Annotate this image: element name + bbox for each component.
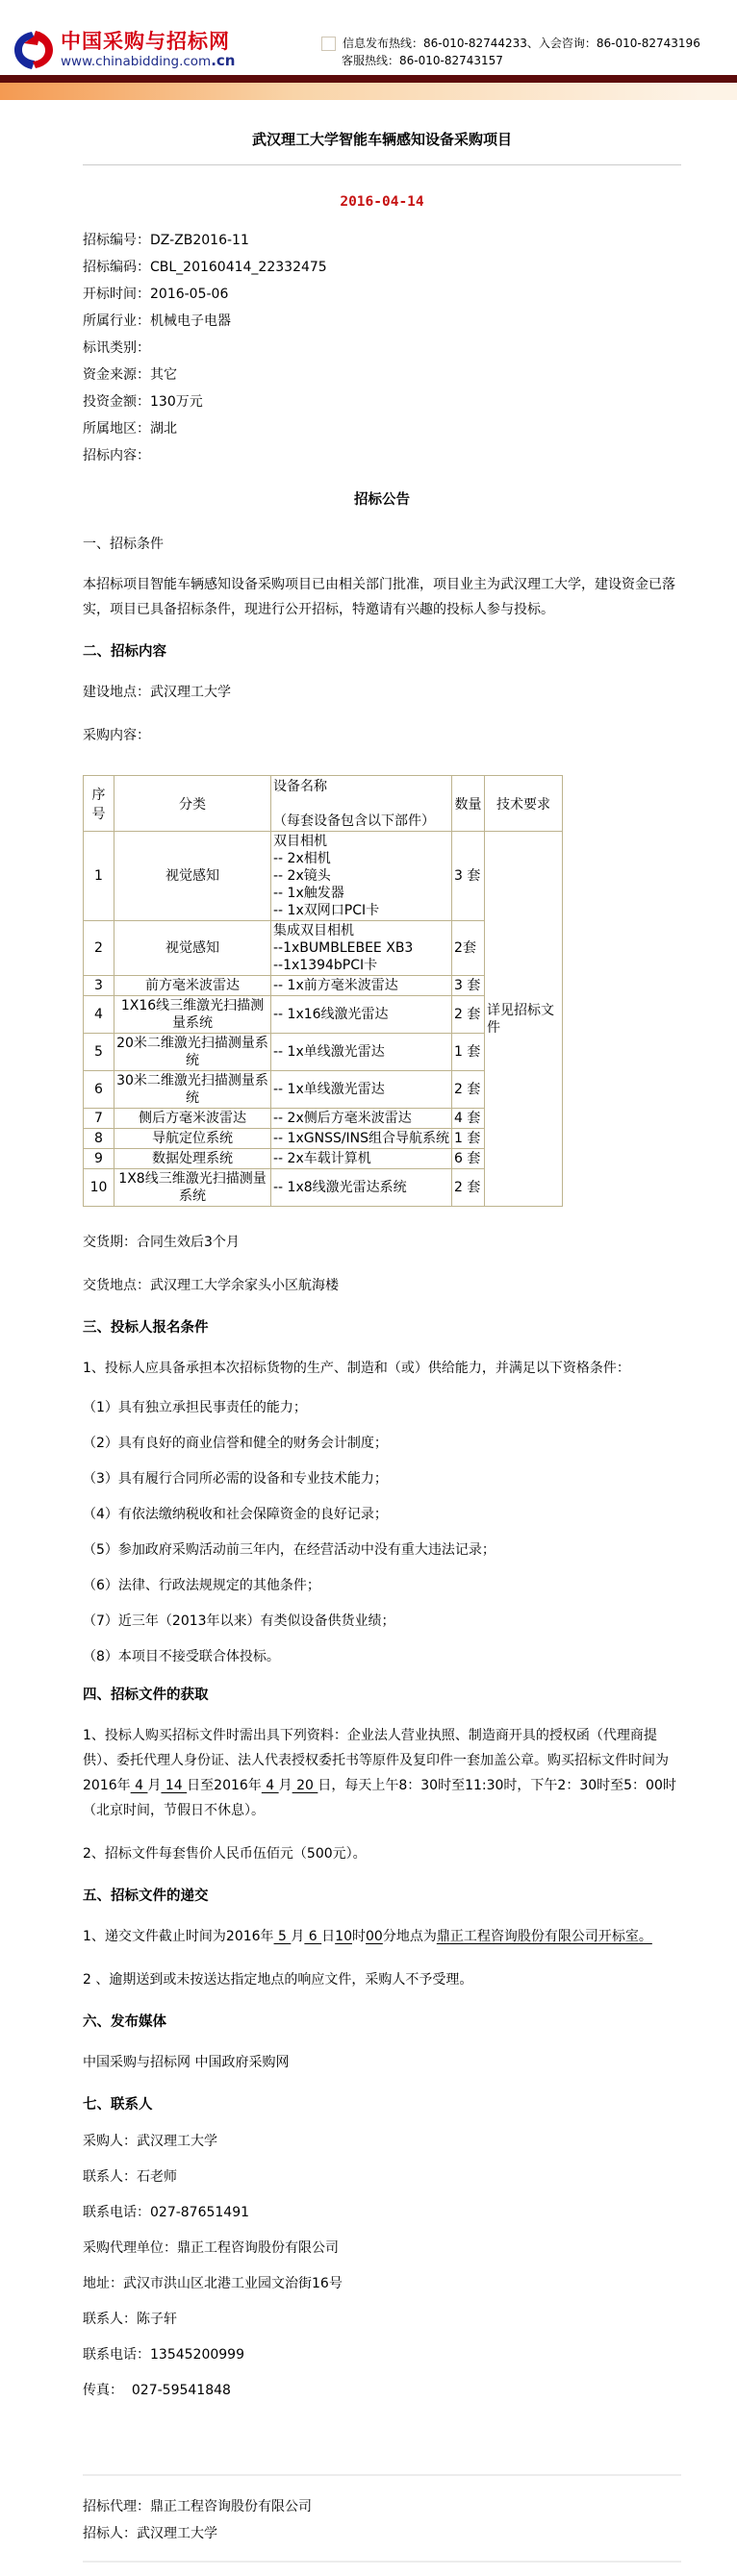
underlined-text: 4 <box>261 1778 279 1793</box>
meta-field: 招标内容： <box>83 448 150 463</box>
cell-device <box>271 1034 452 1071</box>
header-row <box>84 776 563 832</box>
qualification-item: （2）具有良好的商业信誉和健全的财务会计制度； <box>83 1436 388 1451</box>
bullet-box-icon <box>321 37 336 51</box>
text-run: 日 <box>321 1929 336 1944</box>
contact-line: 采购代理单位：鼎正工程咨询股份有限公司 <box>83 2240 339 2256</box>
cell-category: 导航定位系统 <box>114 1129 271 1149</box>
cell-no: 7 <box>84 1109 114 1129</box>
cell-device <box>271 832 452 921</box>
section1-body: 本招标项目智能车辆感知设备采购项目已由相关部门批准，项目业主为武汉理工大学，建设资金已落实，项目已具备招标条件，现进行公开招标，特邀请有兴趣的投标人参与投标。 <box>83 577 675 617</box>
cell-no: 9 <box>84 1149 114 1169</box>
col-header-device <box>271 776 452 832</box>
text-run: 月 <box>291 1929 305 1944</box>
meta-field: 投资金额：130万元 <box>83 394 203 410</box>
device-line: 集成双目相机 <box>273 923 354 938</box>
footer-tenderee: 招标人：武汉理工大学 <box>83 2526 217 2541</box>
cell-device <box>271 976 452 996</box>
hotline-row-2 <box>321 53 700 70</box>
device-line: -- 2x相机 <box>273 851 331 866</box>
cell-device <box>271 1109 452 1129</box>
underlined-text: 10 <box>335 1929 352 1944</box>
footer-agent: 招标代理：鼎正工程咨询股份有限公司 <box>83 2499 312 2514</box>
service-hotline: 客服热线：86-010-82743157 <box>342 53 503 67</box>
hotline-row-1 <box>321 36 700 53</box>
build-location: 建设地点：武汉理工大学 <box>83 685 231 700</box>
cell-category: 数据处理系统 <box>114 1149 271 1169</box>
orange-gradient-bar <box>0 83 737 100</box>
cell-no: 4 <box>84 996 114 1034</box>
section4-heading: 四、招标文件的获取 <box>83 1688 209 1703</box>
cell-device <box>271 996 452 1034</box>
logo-url <box>61 53 235 69</box>
section3-intro: 1、投标人应具备承担本次招标货物的生产、制造和（或）供给能力，并满足以下资格条件： <box>83 1361 630 1376</box>
section4-item1 <box>83 1723 681 1823</box>
qualification-item: （4）有依法缴纳税收和社会保障资金的良好记录； <box>83 1507 388 1522</box>
qualification-item: （7）近三年（2013年以来）有类似设备供货业绩； <box>83 1613 395 1629</box>
text-run: 日至2016年 <box>187 1778 262 1793</box>
cell-no: 1 <box>84 832 114 921</box>
meta-fields <box>83 233 681 463</box>
cell-category: 20米二维激光扫描测量系统 <box>114 1034 271 1071</box>
qualification-item: （8）本项目不接受联合体投标。 <box>83 1649 280 1664</box>
contact-line: 联系人：陈子轩 <box>83 2312 177 2327</box>
cell-no: 6 <box>84 1071 114 1109</box>
logo-url-suffix: .cn <box>211 52 236 69</box>
cell-qty: 6 套 <box>452 1149 485 1169</box>
logo-title: 中国采购与招标网 <box>61 30 230 53</box>
equipment-table-body <box>84 832 563 1207</box>
text-run: 时 <box>352 1929 366 1944</box>
col-header-device-line2: （每套设备包含以下部件） <box>273 813 435 829</box>
cell-device <box>271 1149 452 1169</box>
cell-device <box>271 1071 452 1109</box>
device-line: -- 1xGNSS/INS组合导航系统 <box>273 1131 450 1146</box>
device-line: -- 1x前方毫米波雷达 <box>273 978 398 993</box>
cell-qty: 4 套 <box>452 1109 485 1129</box>
section7-heading: 七、联系人 <box>83 2097 153 2113</box>
qualification-item: （3）具有履行合同所必需的设备和专业技术能力； <box>83 1471 388 1487</box>
cell-no: 8 <box>84 1129 114 1149</box>
publish-date: 2016-04-14 <box>340 194 424 210</box>
footer <box>83 2474 681 2563</box>
cell-qty: 1 套 <box>452 1034 485 1071</box>
text-run: 1、递交文件截止时间为2016年 <box>83 1929 274 1944</box>
device-line: -- 1x单线激光雷达 <box>273 1082 385 1097</box>
meta-field: 资金来源：其它 <box>83 367 177 383</box>
cell-device <box>271 921 452 976</box>
cell-qty: 2 套 <box>452 1169 485 1207</box>
cell-category: 视觉感知 <box>114 921 271 976</box>
table-row <box>84 832 563 921</box>
col-header-category: 分类 <box>114 776 271 832</box>
hotlines <box>321 36 700 69</box>
section4-item2: 2、招标文件每套售价人民币伍佰元（500元）。 <box>83 1846 367 1862</box>
cell-tech-note: 详见招标文件 <box>485 832 563 1207</box>
meta-field: 标讯类别： <box>83 340 150 356</box>
contact-list <box>83 2133 681 2399</box>
cell-qty: 2 套 <box>452 1071 485 1109</box>
cell-no: 5 <box>84 1034 114 1071</box>
device-line: --1xBUMBLEBEE XB3 <box>273 940 414 956</box>
section5-item1 <box>83 1924 681 1949</box>
device-line: -- 1x双网口PCI卡 <box>273 903 380 918</box>
col-header-qty: 数量 <box>452 776 485 832</box>
cell-no: 3 <box>84 976 114 996</box>
equipment-table <box>83 775 563 1207</box>
qualification-item: （5）参加政府采购活动前三年内，在经营活动中没有重大违法记录； <box>83 1542 496 1558</box>
device-line: -- 1x8线激光雷达系统 <box>273 1180 407 1195</box>
maroon-bar <box>0 75 737 83</box>
contact-line: 地址：武汉市洪山区北港工业园文治街16号 <box>83 2276 343 2291</box>
title-divider <box>83 164 681 165</box>
cell-category: 视觉感知 <box>114 832 271 921</box>
site-header <box>0 0 737 75</box>
text-run: 分地点为 <box>382 1929 437 1944</box>
cell-qty: 3 套 <box>452 976 485 996</box>
info-hotline: 信息发布热线：86-010-82744233、入会咨询：86-010-82743196 <box>343 37 700 50</box>
site-logo[interactable] <box>12 29 235 71</box>
text-run: 日，每天上午8：30时至11:30时，下午2：30时至5：00时（北京时间，节假日不休息）。 <box>83 1778 676 1818</box>
device-line: -- 1x触发器 <box>273 886 344 901</box>
logo-icon <box>12 29 56 71</box>
cell-qty: 1 套 <box>452 1129 485 1149</box>
text-run: 1、投标人购买招标文件时需出具下列资料：企业法人营业执照、制造商开具的授权函（代理商提供）、委托代理人身份证、法人代表授权委托书等原件及复印件一套加盖公章。购买招标文件时间为2016年 <box>83 1728 669 1793</box>
qualification-item: （6）法律、行政法规规定的其他条件； <box>83 1578 320 1593</box>
contact-line: 联系人：石老师 <box>83 2169 177 2185</box>
cell-category: 1X8线三维激光扫描测量系统 <box>114 1169 271 1207</box>
underlined-text: 14 <box>161 1778 188 1793</box>
article <box>0 100 737 2576</box>
equipment-table-head <box>84 776 563 832</box>
qualification-item: （1）具有独立承担民事责任的能力； <box>83 1400 307 1415</box>
cell-category: 侧后方毫米波雷达 <box>114 1109 271 1129</box>
footer-divider-bottom <box>83 2561 681 2563</box>
underlined-text: 20 <box>292 1778 318 1793</box>
contact-line: 采购人：武汉理工大学 <box>83 2134 217 2149</box>
footer-divider-top <box>83 2474 681 2476</box>
device-line: --1x1394bPCI卡 <box>273 958 378 973</box>
publish-media: 中国采购与招标网 中国政府采购网 <box>83 2055 290 2070</box>
text-run: 月 <box>147 1778 162 1793</box>
delivery-period: 交货期：合同生效后3个月 <box>83 1235 240 1250</box>
cell-category: 30米二维激光扫描测量系统 <box>114 1071 271 1109</box>
device-line: -- 2x镜头 <box>273 868 331 884</box>
section3-heading: 三、投标人报名条件 <box>83 1320 209 1336</box>
cell-category: 前方毫米波雷达 <box>114 976 271 996</box>
section5-heading: 五、招标文件的递交 <box>83 1888 209 1904</box>
cell-device <box>271 1129 452 1149</box>
meta-field: 招标编号：DZ-ZB2016-11 <box>83 233 249 248</box>
cell-device <box>271 1169 452 1207</box>
meta-field: 所属地区：湖北 <box>83 421 177 437</box>
text-run: 月 <box>278 1778 292 1793</box>
underlined-text: 6 <box>304 1929 322 1944</box>
underlined-text: 5 <box>273 1929 292 1944</box>
contact-line: 传真： 027-59541848 <box>83 2383 231 2398</box>
contact-line: 联系电话：13545200999 <box>83 2347 244 2363</box>
delivery-place: 交货地点：武汉理工大学余家头小区航海楼 <box>83 1278 339 1293</box>
cell-no: 10 <box>84 1169 114 1207</box>
underlined-text: 鼎正工程咨询股份有限公司开标室。 <box>436 1929 652 1944</box>
device-line: -- 1x单线激光雷达 <box>273 1044 385 1060</box>
device-line: 双目相机 <box>273 834 327 849</box>
device-line: -- 1x16线激光雷达 <box>273 1007 389 1022</box>
meta-field: 开标时间：2016-05-06 <box>83 287 229 302</box>
section2-heading: 二、招标内容 <box>83 644 166 660</box>
col-header-no: 序号 <box>84 776 114 832</box>
col-header-tech: 技术要求 <box>485 776 563 832</box>
cell-qty: 3 套 <box>452 832 485 921</box>
device-line: -- 2x车载计算机 <box>273 1151 371 1166</box>
cell-qty: 2 套 <box>452 996 485 1034</box>
section6-heading: 六、发布媒体 <box>83 2014 166 2030</box>
page-title: 武汉理工大学智能车辆感知设备采购项目 <box>251 131 512 148</box>
qualification-list <box>83 1399 681 1665</box>
logo-text <box>61 31 235 69</box>
col-header-device-line1: 设备名称 <box>273 779 327 794</box>
meta-field: 所属行业：机械电子电器 <box>83 313 231 329</box>
cell-no: 2 <box>84 921 114 976</box>
device-line: -- 2x侧后方毫米波雷达 <box>273 1111 412 1126</box>
logo-url-main: www.chinabidding.com <box>61 54 212 69</box>
cell-category: 1X16线三维激光扫描测量系统 <box>114 996 271 1034</box>
section5-item2: 2 、逾期送到或未按送达指定地点的响应文件，采购人不予受理。 <box>83 1972 473 1988</box>
procurement-content-label: 采购内容： <box>83 728 150 743</box>
meta-field: 招标编码：CBL_20160414_22332475 <box>83 260 327 275</box>
contact-line: 联系电话：027-87651491 <box>83 2205 250 2220</box>
cell-qty: 2套 <box>452 921 485 976</box>
underlined-text: 00 <box>366 1929 383 1944</box>
notice-heading: 招标公告 <box>354 492 410 508</box>
section1-heading: 一、招标条件 <box>83 537 164 552</box>
underlined-text: 4 <box>130 1778 148 1793</box>
